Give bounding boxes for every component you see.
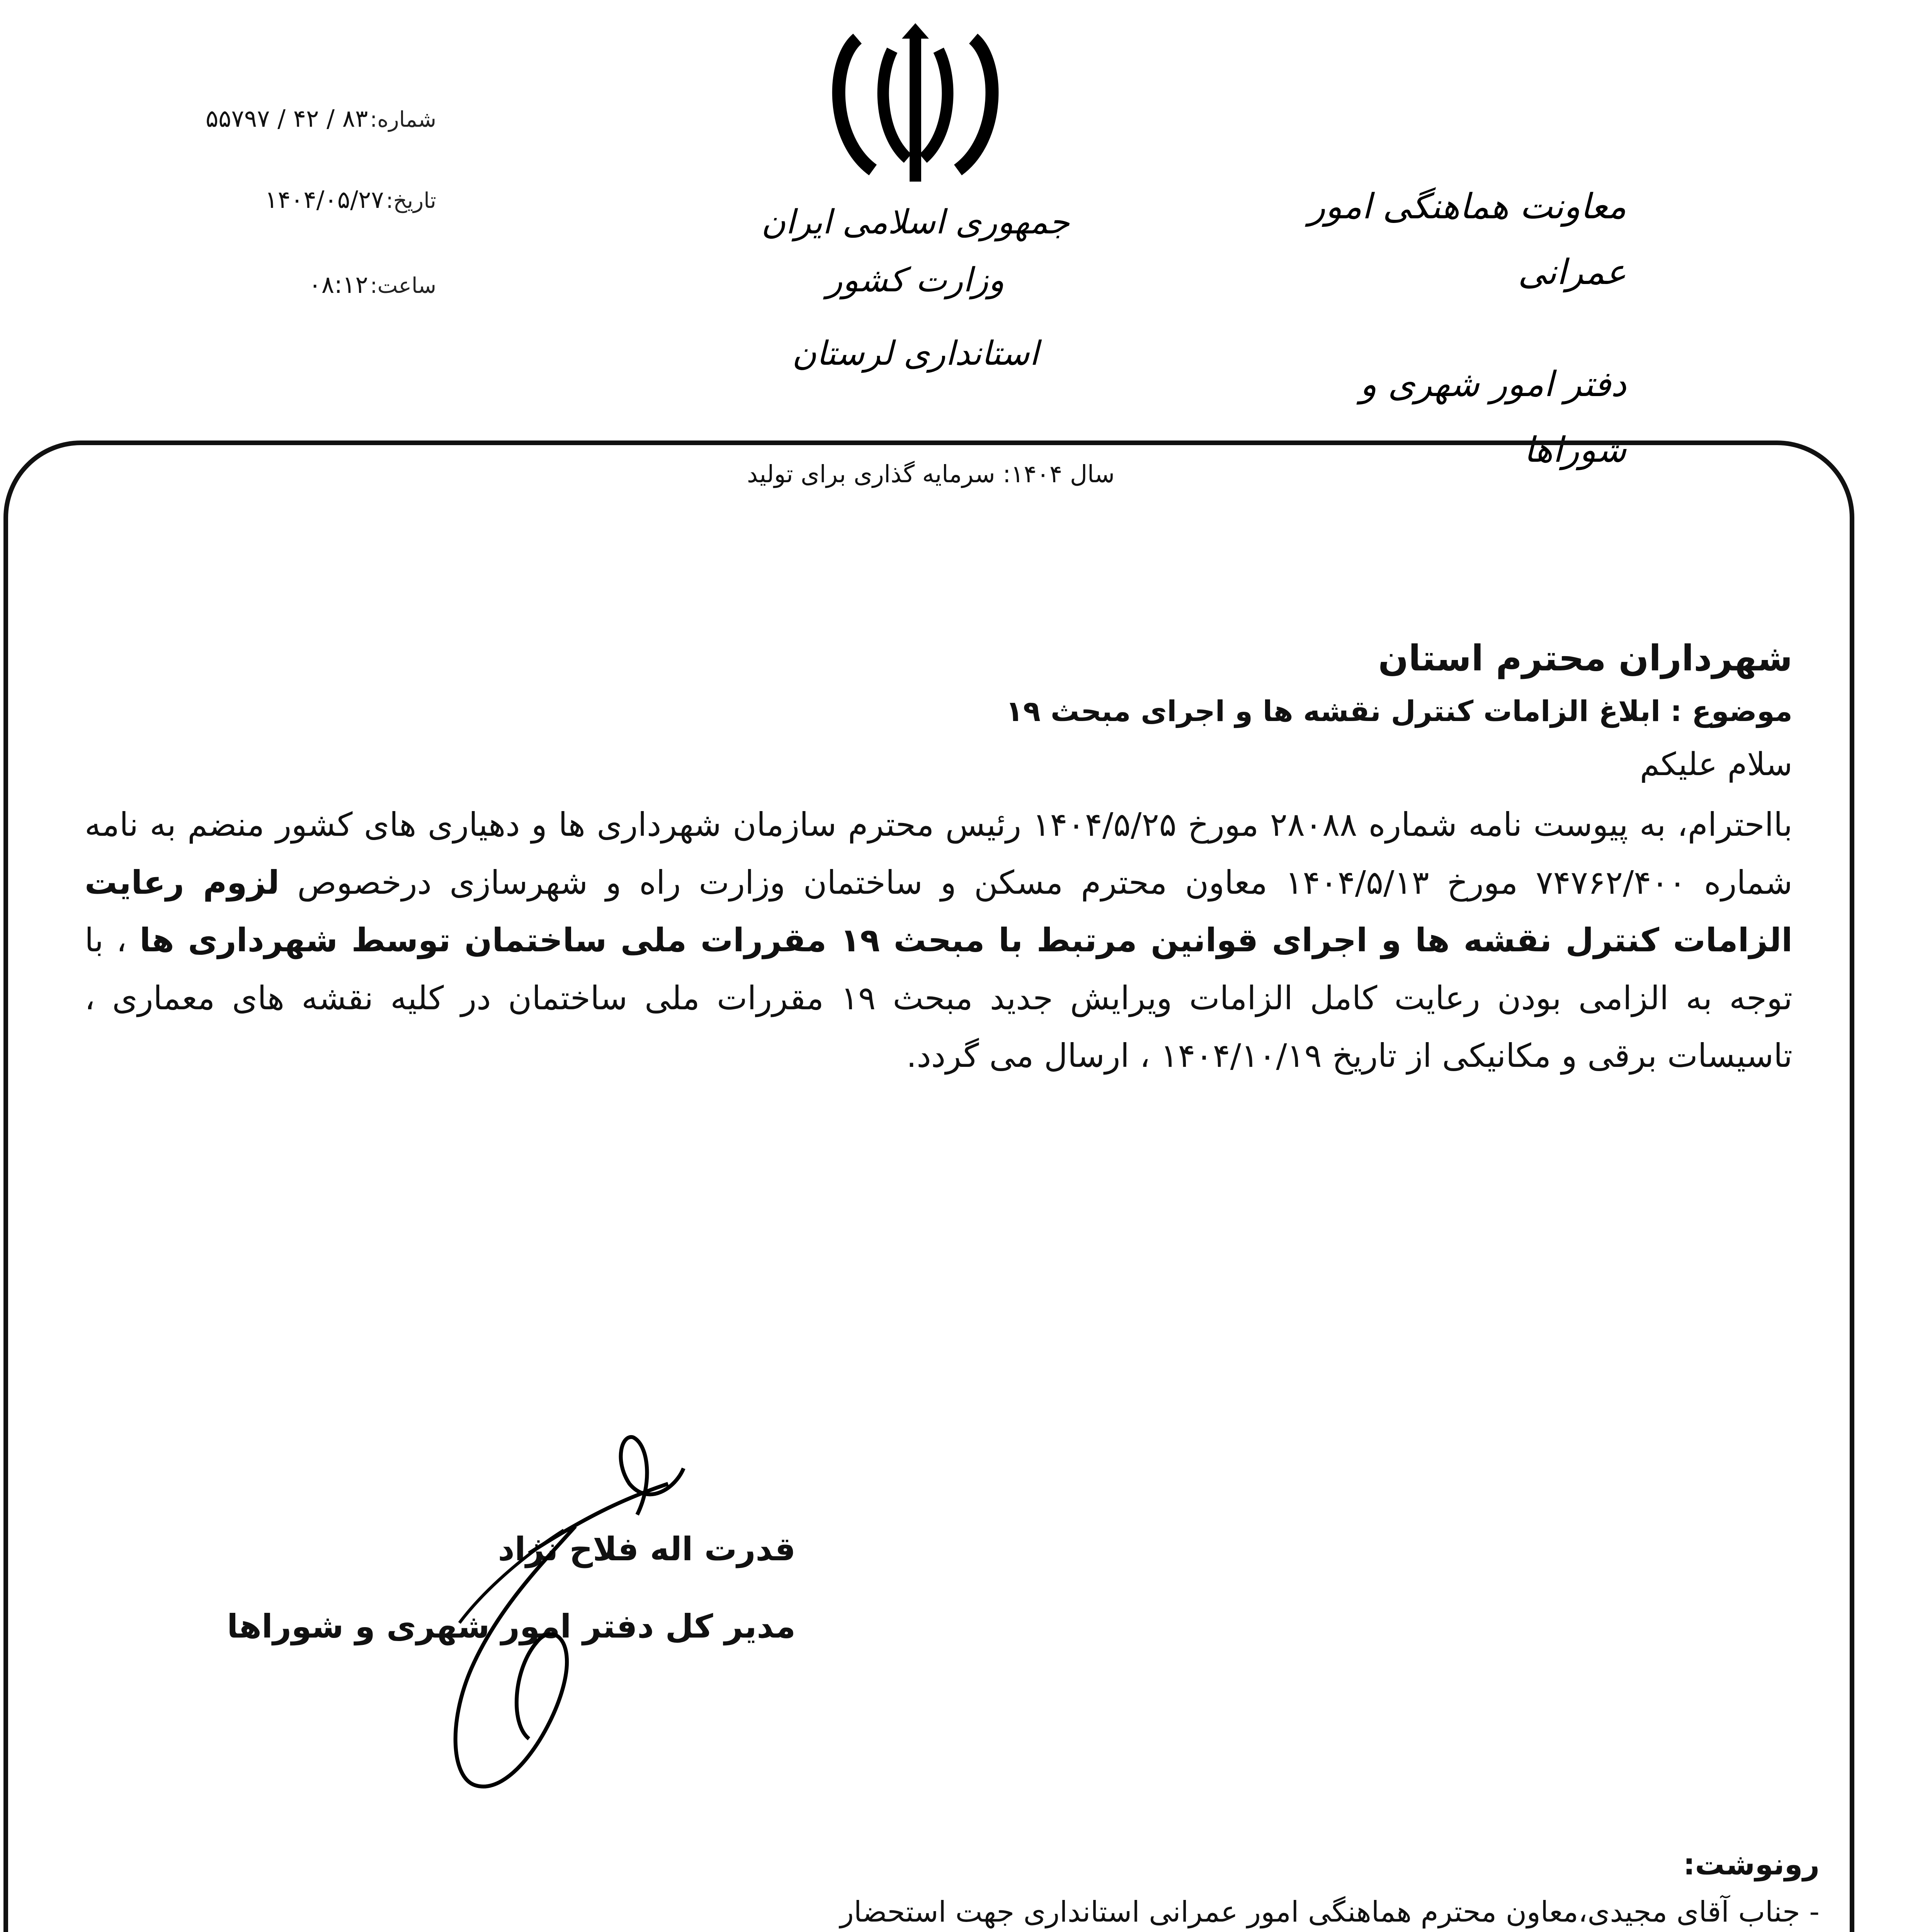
letter-meta bbox=[127, 104, 436, 321]
cc-heading: رونوشت: bbox=[1683, 1847, 1820, 1881]
time-label: ساعت: bbox=[370, 273, 436, 298]
letter-body bbox=[85, 630, 1793, 1085]
org-ministry: وزارت کشور bbox=[826, 261, 1005, 299]
body-text-2: ، با توجه به الزامی بودن رعایت کامل الزامات ویرایش جدید مبحث ۱۹ مقررات ملی ساختمان در کلیه نقشه های معماری ، تاسیسات برقی و مکانیکی از تاریخ ۱۴۰۴/۱۰/۱۹ ، ارسال می گردد. bbox=[85, 921, 1793, 1075]
greeting: سلام علیکم bbox=[1639, 746, 1793, 783]
cc-item-1: - جناب آقای مجیدی،معاون محترم هماهنگی امور عمرانی استانداری جهت استحضار bbox=[840, 1895, 1820, 1929]
subject-line: موضوع : ابلاغ الزامات کنترل نقشه ها و اجرای مبحث ۱۹ bbox=[1005, 695, 1793, 728]
organization-block bbox=[757, 193, 1074, 383]
org-country: جمهوری اسلامی ایران bbox=[761, 203, 1070, 242]
number-label: شماره: bbox=[370, 107, 436, 132]
letter-number: ۸۳ / ۴۲ / ۵۵۷۹۷ bbox=[205, 104, 368, 133]
dept-deputy: معاونت هماهنگی امور عمرانی bbox=[1308, 186, 1626, 293]
body-text-1: بااحترام، به پیوست نامه شماره ۲۸۰۸۸ مورخ ۱۴۰۴/۵/۲۵ رئیس محترم سازمان شهرداری ها و دهیاری های کشور منضم به نامه شماره ۷۴۷۶۲/۴۰۰ مورخ ۱۴۰۴/۵/۱۳ معاون محترم مسکن و ساختمان وزارت راه و شهرسازی درخصوص bbox=[85, 806, 1793, 901]
addressee: شهرداران محترم استان bbox=[1378, 638, 1793, 679]
org-province: استانداری لرستان bbox=[792, 334, 1039, 373]
letter-date: ۱۴۰۴/۰۵/۲۷ bbox=[265, 185, 384, 214]
department-block bbox=[1279, 174, 1626, 483]
letter-time: ۰۸:۱۲ bbox=[308, 270, 368, 299]
dept-office: دفتر امور شهری و شوراها bbox=[1360, 364, 1626, 470]
emblem-icon bbox=[815, 23, 1016, 185]
handwritten-signature bbox=[382, 1391, 730, 1855]
date-label: تاریخ: bbox=[386, 188, 436, 213]
body-text-emphasis: لزوم رعایت الزامات کنترل نقشه ها و اجرای قوانین مرتبط با مبحث ۱۹ مقررات ملی ساختمان توسط شهرداری ها bbox=[85, 863, 1793, 959]
signatory-title: مدیر کل دفتر امور شهری و شوراها bbox=[227, 1607, 796, 1645]
cc-section bbox=[235, 1839, 1820, 1932]
signature-block bbox=[227, 1507, 796, 1893]
body-paragraph bbox=[85, 796, 1793, 1085]
year-motto: سال ۱۴۰۴: سرمایه گذاری برای تولید bbox=[747, 460, 1115, 488]
signatory-name: قدرت اله فلاح نژاد bbox=[498, 1530, 796, 1568]
